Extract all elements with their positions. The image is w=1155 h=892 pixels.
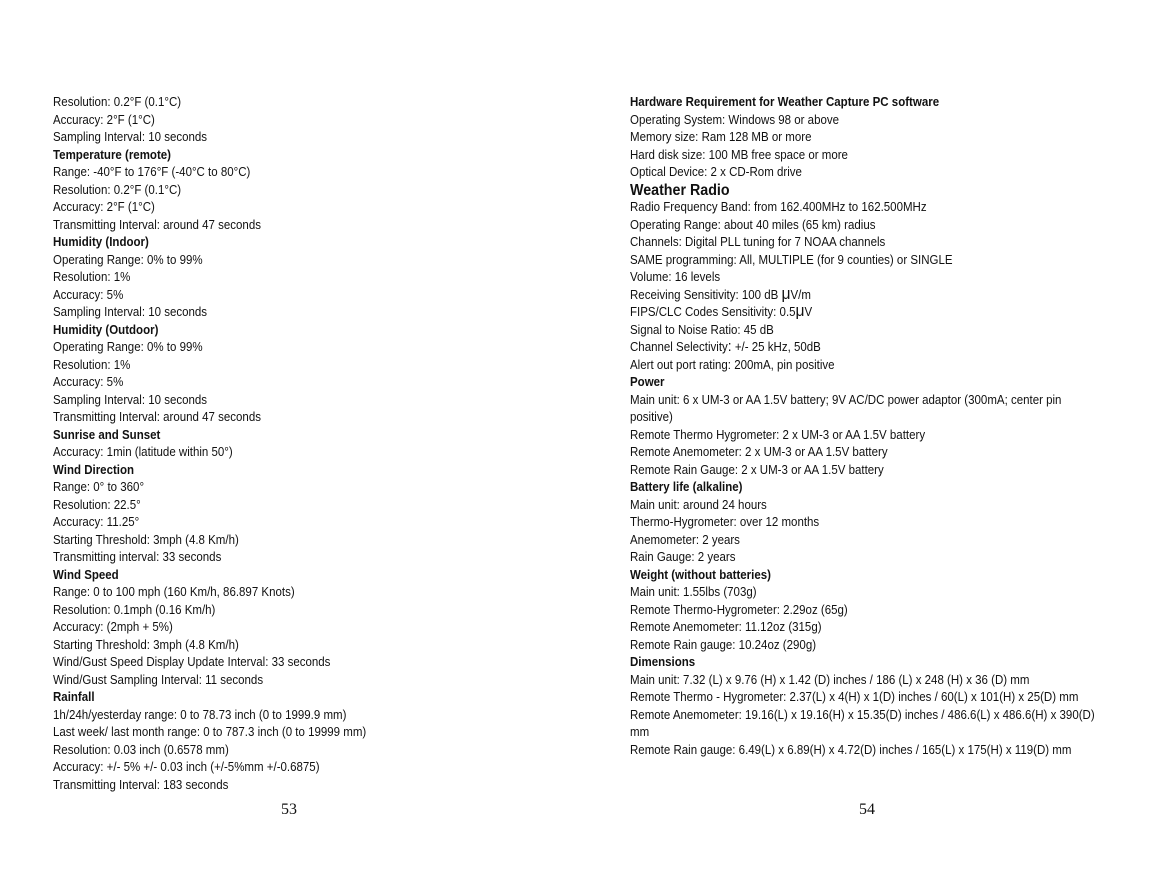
hw-operating-system: Operating System: Windows 98 or above bbox=[630, 112, 840, 127]
radio-alert-port: Alert out port rating: 200mA, pin positive bbox=[630, 357, 835, 372]
power-main-unit: Main unit: 6 x UM-3 or AA 1.5V battery; 9V AC/DC power adaptor (300mA; center pin positive) bbox=[630, 392, 1062, 424]
section-heading-wind-speed: Wind Speed bbox=[53, 567, 119, 582]
indoor-temp-accuracy: Accuracy: 2°F (1°C) bbox=[53, 112, 155, 127]
micro-symbol: μ bbox=[795, 301, 805, 320]
section-heading-battery-life: Battery life (alkaline) bbox=[630, 480, 743, 494]
radio-sel-value: +/- 25 kHz, 50dB bbox=[731, 340, 821, 354]
battery-thermo-hygrometer: Thermo-Hygrometer: over 12 months bbox=[630, 515, 820, 529]
radio-fips-sensitivity bbox=[630, 301, 1099, 322]
wind-gust-display-interval: Wind/Gust Speed Display Update Interval: 33 seconds bbox=[53, 655, 331, 669]
outdoor-humidity-transmitting: Transmitting Interval: around 47 seconds bbox=[53, 410, 261, 424]
indoor-temp-resolution: Resolution: 0.2°F (0.1°C) bbox=[53, 95, 182, 109]
right-page bbox=[578, 0, 1155, 892]
wind-direction-threshold: Starting Threshold: 3mph (4.8 Km/h) bbox=[53, 532, 239, 547]
radio-sens-unit: V/m bbox=[790, 287, 811, 302]
outdoor-humidity-sampling: Sampling Interval: 10 seconds bbox=[53, 392, 208, 407]
radio-sel-text: Channel Selectivity bbox=[630, 340, 728, 354]
radio-snr: Signal to Noise Ratio: 45 dB bbox=[630, 322, 774, 337]
remote-temp-transmitting: Transmitting Interval: around 47 seconds bbox=[53, 217, 261, 232]
radio-frequency-band: Radio Frequency Band: from 162.400MHz to 162.500MHz bbox=[630, 200, 927, 214]
wind-speed-resolution: Resolution: 0.1mph (0.16 Km/h) bbox=[53, 602, 216, 617]
wind-direction-transmitting: Transmitting interval: 33 seconds bbox=[53, 550, 222, 564]
battery-main-unit: Main unit: around 24 hours bbox=[630, 497, 767, 512]
radio-sel-colon: : bbox=[727, 338, 732, 355]
section-heading-weight: Weight (without batteries) bbox=[630, 567, 771, 582]
hw-disk-size: Hard disk size: 100 MB free space or more bbox=[630, 147, 848, 162]
radio-sens-text: Receiving Sensitivity: 100 dB bbox=[630, 287, 782, 302]
section-heading-hardware-requirement: Hardware Requirement for Weather Capture PC software bbox=[630, 95, 940, 109]
hw-memory-size: Memory size: Ram 128 MB or more bbox=[630, 130, 812, 144]
radio-receiving-sensitivity bbox=[630, 283, 1099, 305]
outdoor-humidity-accuracy: Accuracy: 5% bbox=[53, 375, 124, 389]
wind-speed-threshold: Starting Threshold: 3mph (4.8 Km/h) bbox=[53, 637, 239, 652]
section-heading-power: Power bbox=[630, 375, 665, 389]
battery-rain-gauge: Rain Gauge: 2 years bbox=[630, 550, 736, 564]
hw-optical-device: Optical Device: 2 x CD-Rom drive bbox=[630, 165, 802, 179]
radio-channel-selectivity bbox=[630, 339, 1099, 357]
dimensions-rain-gauge: Remote Rain gauge: 6.49(L) x 6.89(H) x 4.72(D) inches / 165(L) x 175(H) x 119(D) mm bbox=[630, 742, 1072, 757]
section-heading-weather-radio: Weather Radio bbox=[630, 181, 730, 199]
power-rain-gauge: Remote Rain Gauge: 2 x UM-3 or AA 1.5V battery bbox=[630, 462, 884, 477]
power-thermo-hygrometer: Remote Thermo Hygrometer: 2 x UM-3 or AA 1.5V battery bbox=[630, 427, 926, 442]
dimensions-thermo-hygrometer: Remote Thermo - Hygrometer: 2.37(L) x 4(H) x 1(D) inches / 60(L) x 101(H) x 25(D) mm bbox=[630, 690, 1079, 704]
weight-anemometer: Remote Anemometer: 11.12oz (315g) bbox=[630, 620, 822, 634]
indoor-humidity-sampling: Sampling Interval: 10 seconds bbox=[53, 305, 208, 319]
wind-speed-accuracy: Accuracy: (2mph + 5%) bbox=[53, 620, 173, 634]
battery-anemometer: Anemometer: 2 years bbox=[630, 532, 740, 547]
section-heading-wind-direction: Wind Direction bbox=[53, 462, 135, 477]
micro-symbol: μ bbox=[781, 283, 791, 303]
right-spec-column bbox=[630, 94, 1099, 759]
section-heading-rainfall: Rainfall bbox=[53, 690, 95, 704]
dimensions-anemometer: Remote Anemometer: 19.16(L) x 19.16(H) x 15.35(D) inches / 486.6(L) x 486.6(H) x 390(D) mm bbox=[630, 707, 1095, 739]
power-anemometer: Remote Anemometer: 2 x UM-3 or AA 1.5V battery bbox=[630, 445, 888, 459]
wind-gust-sampling-interval: Wind/Gust Sampling Interval: 11 seconds bbox=[53, 672, 264, 687]
remote-temp-range: Range: -40°F to 176°F (-40°C to 80°C) bbox=[53, 165, 251, 179]
radio-fips-unit: V bbox=[804, 305, 813, 319]
weight-rain-gauge: Remote Rain gauge: 10.24oz (290g) bbox=[630, 637, 817, 652]
section-heading-sunrise-sunset: Sunrise and Sunset bbox=[53, 427, 161, 442]
rainfall-accuracy: Accuracy: +/- 5% +/- 0.03 inch (+/-5%mm +/-0.6875) bbox=[53, 760, 320, 774]
wind-direction-range: Range: 0° to 360° bbox=[53, 480, 145, 494]
remote-temp-accuracy: Accuracy: 2°F (1°C) bbox=[53, 200, 155, 214]
indoor-temp-sampling: Sampling Interval: 10 seconds bbox=[53, 130, 208, 144]
radio-same-programming: SAME programming: All, MULTIPLE (for 9 counties) or SINGLE bbox=[630, 252, 953, 267]
remote-temp-resolution: Resolution: 0.2°F (0.1°C) bbox=[53, 182, 182, 197]
weight-thermo-hygrometer: Remote Thermo-Hygrometer: 2.29oz (65g) bbox=[630, 602, 848, 617]
radio-volume: Volume: 16 levels bbox=[630, 270, 721, 284]
section-heading-humidity-outdoor: Humidity (Outdoor) bbox=[53, 322, 159, 337]
radio-channels: Channels: Digital PLL tuning for 7 NOAA channels bbox=[630, 235, 886, 249]
indoor-humidity-accuracy: Accuracy: 5% bbox=[53, 287, 124, 302]
wind-direction-accuracy: Accuracy: 11.25° bbox=[53, 515, 140, 529]
radio-operating-range: Operating Range: about 40 miles (65 km) radius bbox=[630, 217, 876, 232]
indoor-humidity-range: Operating Range: 0% to 99% bbox=[53, 252, 203, 267]
rainfall-daily-range: 1h/24h/yesterday range: 0 to 78.73 inch (0 to 1999.9 mm) bbox=[53, 707, 347, 722]
section-heading-humidity-indoor: Humidity (Indoor) bbox=[53, 235, 149, 249]
page-number-right: 54 bbox=[859, 801, 875, 818]
indoor-humidity-resolution: Resolution: 1% bbox=[53, 270, 131, 284]
left-spec-column bbox=[53, 94, 568, 794]
rainfall-resolution: Resolution: 0.03 inch (0.6578 mm) bbox=[53, 742, 229, 757]
sunrise-accuracy: Accuracy: 1min (latitude within 50°) bbox=[53, 445, 233, 459]
dimensions-main-unit: Main unit: 7.32 (L) x 9.76 (H) x 1.42 (D) inches / 186 (L) x 248 (H) x 36 (D) mm bbox=[630, 672, 1030, 687]
wind-speed-range: Range: 0 to 100 mph (160 Km/h, 86.897 Knots) bbox=[53, 585, 295, 599]
section-heading-dimensions: Dimensions bbox=[630, 655, 696, 669]
rainfall-weekly-range: Last week/ last month range: 0 to 787.3 inch (0 to 19999 mm) bbox=[53, 725, 367, 739]
rainfall-transmitting: Transmitting Interval: 183 seconds bbox=[53, 777, 229, 792]
outdoor-humidity-resolution: Resolution: 1% bbox=[53, 357, 131, 372]
wind-direction-resolution: Resolution: 22.5° bbox=[53, 497, 141, 512]
section-heading-temperature-remote: Temperature (remote) bbox=[53, 147, 172, 162]
weight-main-unit: Main unit: 1.55lbs (703g) bbox=[630, 585, 757, 599]
page-number-left: 53 bbox=[281, 801, 297, 818]
radio-fips-text: FIPS/CLC Codes Sensitivity: 0.5 bbox=[630, 305, 796, 319]
outdoor-humidity-range: Operating Range: 0% to 99% bbox=[53, 340, 203, 354]
